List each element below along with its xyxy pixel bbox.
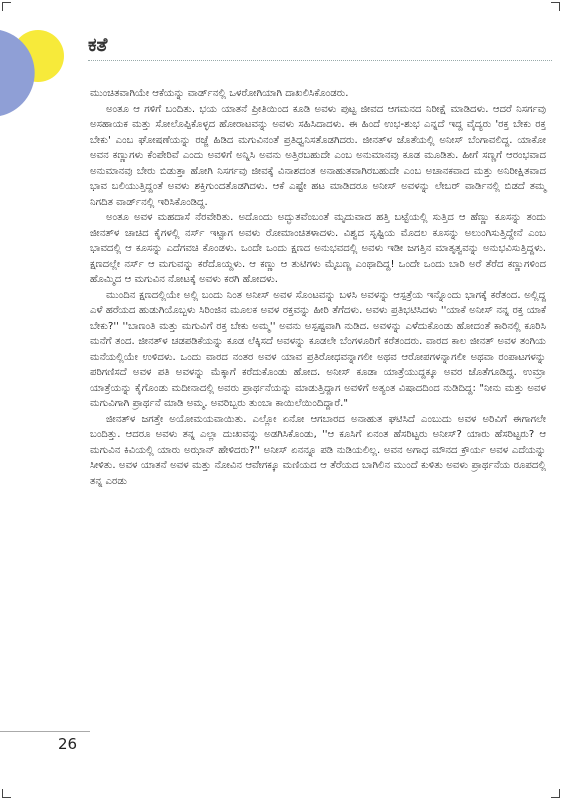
decorative-circles <box>0 28 80 118</box>
article-body <box>90 86 546 489</box>
page-number: 26 <box>58 735 78 753</box>
footer-rule <box>0 731 90 732</box>
section-title: ಕತೆ <box>88 34 108 56</box>
paragraph: ಅಂತೂ ಅವಳ ಮಹದಾಸೆ ನೆರವೇರಿತು. ಅದೊಂದು ಅದ್ಭುತವೆಂಬಂತೆ ಮೃದುವಾದ ಹತ್ತಿ ಬಟ್ಟೆಯಲ್ಲಿ ಸುತ್ತಿದ ಆ ಹೆಣ್ಣು ಕೂಸನ್ನು ತಂದು ಜೀನತ್‌ಳ ಚಾಚಿದ ಕೈಗಳಲ್ಲಿ ನರ್ಸ್ ಇಟ್ಟಾಗ ಅವಳು ರೋಮಾಂಚಿತಳಾದಳು. ವಿಶ್ವದ ಸೃಷ್ಟಿಯ ಮೊದಲ ಕೂಸನ್ನು ಅಲುಂಗಿಸುತ್ತಿದ್ದೇನೆ ಎಂಬ ಭಾವದಲ್ಲಿ ಆ ಕೂಸನ್ನು ಎದೆಗವಚಿ ಕೊಂಡಳು. ಒಂದೇ ಒಂದು ಕ್ಷಣದ ಅನುಭವದಲ್ಲಿ ಅವಳು ಇಡೀ ಜಗತ್ತಿನ ಮಾತೃತ್ವವನ್ನು ಅನುಭವಿಸುತ್ತಿದ್ದಳು. ಕ್ಷಣದಲ್ಲೇ ನರ್ಸ್ ಆ ಮಗುವನ್ನು ಕರೆದೊಯ್ದಳು. ಆ ಕಣ್ಣು ಆ ತುಟಿಗಳು ಮೈಬಣ್ಣ ಎಂಥಾದಿದ್ದ! ಒಂದೇ ಒಂದು ಬಾರಿ ಅರೆ ತೆರೆದ ಕಣ್ಣುಗಳಿಂದ ಹೊಮ್ಮಿದ ಆ ಮಗುವಿನ ನೋಟಕ್ಕೆ ಅವಳು ಕರಗಿ ಹೋದಳು. <box>90 212 546 285</box>
crop-mark-bottom-right <box>551 789 560 798</box>
paragraph: ಮುಂದಿನ ಕ್ಷಣದಲ್ಲಿಯೇ ಅಲ್ಲಿ ಬಂದು ನಿಂತ ಅನೀಸ್ ಅವಳ ಸೊಂಟವನ್ನು ಬಳಸಿ ಅವಳನ್ನು ಆಸ್ಪತ್ರೆಯ ಇನ್ನೊಂದು ಭಾಗಕ್ಕೆ ಕರೆತಂದ. ಅಲ್ಲಿದ್ದ ಎಳೆ ಹರೆಯದ ಹುಡುಗಿಯೊಬ್ಬಳು ಸಿರಿಂಜಿನ ಮೂಲಕ ಅವಳ ರಕ್ತವನ್ನು ಹೀರಿ ತೆಗೆದಳು. ಅವಳು ಪ್ರತಿಭಟಿಸಿದಳು ''ಯಾಕೆ ಅನೀಸ್ ನನ್ನ ರಕ್ತ ಯಾಕೆ ಬೇಕು?'' ''ಬಾಣಂತಿ ಮತ್ತು ಮಗುವಿಗೆ ರಕ್ತ ಬೇಕು ಅಮ್ಮ'' ಅವನು ಅಸ್ಪಷ್ಟವಾಗಿ ನುಡಿದ. ಅವಳನ್ನು ಎಳೆದುಕೊಂಡು ಹೋದಂತೆ ಕಾರಿನಲ್ಲಿ ಕೂರಿಸಿ ಮನೆಗೆ ತಂದ. ಜೀನತ್‌ಳ ಚಡಪಡಿಕೆಯನ್ನು ಕೂಡ ಲೆಕ್ಕಿಸದೆ ಅವಳನ್ನು ಕೂಡಲೇ ಬೆಂಗಳೂರಿಗೆ ಕರೆತಂದರು. ವಾರದ ಕಾಲ ಜೀನತ್ ಅವಳ ತಂಗಿಯ ಮನೆಯಲ್ಲಿಯೇ ಉಳಿದಳು. ಒಂದು ವಾರದ ನಂತರ ಅವಳ ಯಾವ ಪ್ರತಿರೋಧವನ್ನಾಗಲೀ ಅಥವ ಆರೋಪಗಳನ್ನಾಗಲೀ ಅಥವಾ ರಂಪಾಟಗಳನ್ನು ಪರಿಗಣಿಸದೆ ಅವಳ ಪತಿ ಅವಳನ್ನು ಮೆಕ್ಕಾಗೆ ಕರೆದುಕೊಂಡು ಹೋದ. ಅನೀಸ್ ಕೂಡಾ ಯಾತ್ರೆಯುದ್ದಕ್ಕೂ ಅವರ ಜೊತೆಗೂಡಿದ್ದ. ಉಮ್ರಾ ಯಾತ್ರೆಯನ್ನು ಕೈಗೊಂಡು ಮದೀನಾದಲ್ಲಿ ಅವರು ಪ್ರಾರ್ಥನೆಯನ್ನು ಮಾಡುತ್ತಿದ್ದಾಗ ಅವಳಿಗೆ ಅತ್ಯಂತ ವಿಷಾದದಿಂದ ನುಡಿದಿದ್ದ: "ನೀನು ಮತ್ತು ಅವಳ ಮಗುವಿಗಾಗಿ ಪ್ರಾರ್ಥನೆ ಮಾಡಿ ಅಮ್ಮ. ಅವರಿಬ್ಬರು ತುಂಬಾ ಕಾಯಿಲೆಯಿಂದಿದ್ದಾರೆ." <box>90 289 546 409</box>
paragraph: ಮುಂಚಿತವಾಗಿಯೇ ಆಕೆಯನ್ನು ವಾರ್ಡ್‌ನಲ್ಲಿ ಒಳರೋಗಿಯಾಗಿ ದಾಖಲಿಸಿಕೊಂಡರು. <box>90 88 349 99</box>
paragraph: ಅಂತೂ ಆ ಗಳಿಗೆ ಬಂದಿತು. ಭಯ ಯಾತನೆ ಪ್ರೀತಿಯಿಂದ ಕೂಡಿ ಅವಳು ಪುಟ್ಟ ಜೀವದ ಆಗಮನದ ನಿರೀಕ್ಷೆ ಮಾಡಿದಳು. ಆದರೆ ನಿಸರ್ಗವು ಅಸಹಾಯಕ ಮತ್ತು ಸೋಲೊಪ್ಪಿಕೊಳ್ಳದ ಹೋರಾಟವನ್ನು ಅವಳು ಸಹಿಸಿದಾದಳು. ಈ ಹಿಂದೆ ಉಭ-ಶುಭ ಎನ್ನದೆ ಇದ್ದ ವೈದ್ಯರು 'ರಕ್ತ ಬೇಕು ರಕ್ತ ಬೇಕು' ಎಂಬ ಘೋಷಣೆಯನ್ನು ರಜ್ಜೆ ಹಿಡಿದ ಮಗುವಿನಂತೆ ಪ್ರತಿಧ್ವನಿಸತೊಡಗಿದರು. ಜೀನತ್‌ಳ ಜೊತೆಯಲ್ಲಿ ಅನೀಸ್ ಬೆಂಗಾವಲಿದ್ದ. ಯಾಕೋ ಅವನ ಕಣ್ಣುಗಳು ಕೆಂಪೇರಿವೆ ಎಂದು ಅವಳಿಗೆ ಅನ್ನಿಸಿ ಅವನು ಅತ್ತಿರಬಹುದೇ ಎಂಬ ಅನುಮಾನವು ಕೂಡ ಮೂಡಿತು. ಹೀಗೆ ಸಣ್ಣಗೆ ಆರಂಭವಾದ ಅನುಮಾನವು ಬೇರು ಬಿಡುತ್ತಾ ಹೋಗಿ ನಿಸರ್ಗವು ಜೀವಕ್ಕೆ ವಿನಾಶದಂತ ಅನಾಹುತವಾಗಿರಬಹುದೇ ಎಂಬ ಅಚಾನಕವಾದ ಮತ್ತು ಅನಿರೀಕ್ಷಿತವಾದ ಭಾವ ಬಲಿಯುತ್ತಿದ್ದಂತೆ ಅವಳು ಶಕ್ತಿಗುಂದತೊಡಗಿದಳು. ಆಕೆ ಎಷ್ಟೇ ಹಟ ಮಾಡಿದರೂ ಅನೀಸ್ ಅವಳನ್ನು ಲೇಬರ್ ವಾರ್ಡಿನಲ್ಲಿ ಬಿಡದೆ ತಮ್ಮ ನಿಗದಿತ ವಾರ್ಡ್‌ನಲ್ಲಿ ಇರಿಸಿಕೊಂಡಿದ್ದ. <box>90 103 546 208</box>
crop-mark-bottom-left <box>2 789 11 798</box>
crop-mark-top-left <box>2 2 11 11</box>
crop-mark-top-right <box>551 2 560 11</box>
paragraph: ಜೀನತ್‌ಳ ಜಗತ್ತೇ ಅಯೋಮಯವಾಯಿತು. ಎಲ್ಲೋ ಏನೋ ಆಗಬಾರದ ಅನಾಹುತ ಘಟಿಸಿದೆ ಎಂಬುದು ಅವಳ ಅರಿವಿಗೆ ಈಗಾಗಲೇ ಬಂದಿತ್ತು. ಆದರೂ ಅವಳು ತನ್ನ ಎಲ್ಲಾ ದುಃಖವನ್ನು ಅಡಗಿಸಿಕೊಂಡು, ''ಆ ಕೂಸಿಗೆ ಏನಂತ ಹೆಸರಿಟ್ಟರು ಅನೀಸ್? ಯಾರು ಹೆಸರಿಟ್ಟರು? ಆ ಮಗುವಿನ ಕಿವಿಯಲ್ಲಿ ಯಾರು ಅಝಾನ್ ಹೇಳಿದರು?'' ಅನೀಸ್ ಏನನ್ನೂ ಪಡಿ ನುಡಿಯಲಿಲ್ಲ. ಅವನ ಅಗಾಧ ಮೌನದ ಕ್ರೌರ್ಯ ಅವಳ ಎದೆಯನ್ನು ಸೀಳಿತು. ಅವಳ ಯಾತನೆ ಅವಳ ಮತ್ತು ನೋವಿನ ಆವೇಗಕ್ಕೂ ಮಣಿಯದ ಆ ತೆರೆಯದ ಬಾಗಿಲಿನ ಮುಂದೆ ಕುಳಿತು ಅವಳು ಪ್ರಾರ್ಥನೆಯ ರೂಪದಲ್ಲಿ ತನ್ನ ಎರಡು <box>90 413 546 487</box>
header-dotted-rule <box>88 60 552 61</box>
